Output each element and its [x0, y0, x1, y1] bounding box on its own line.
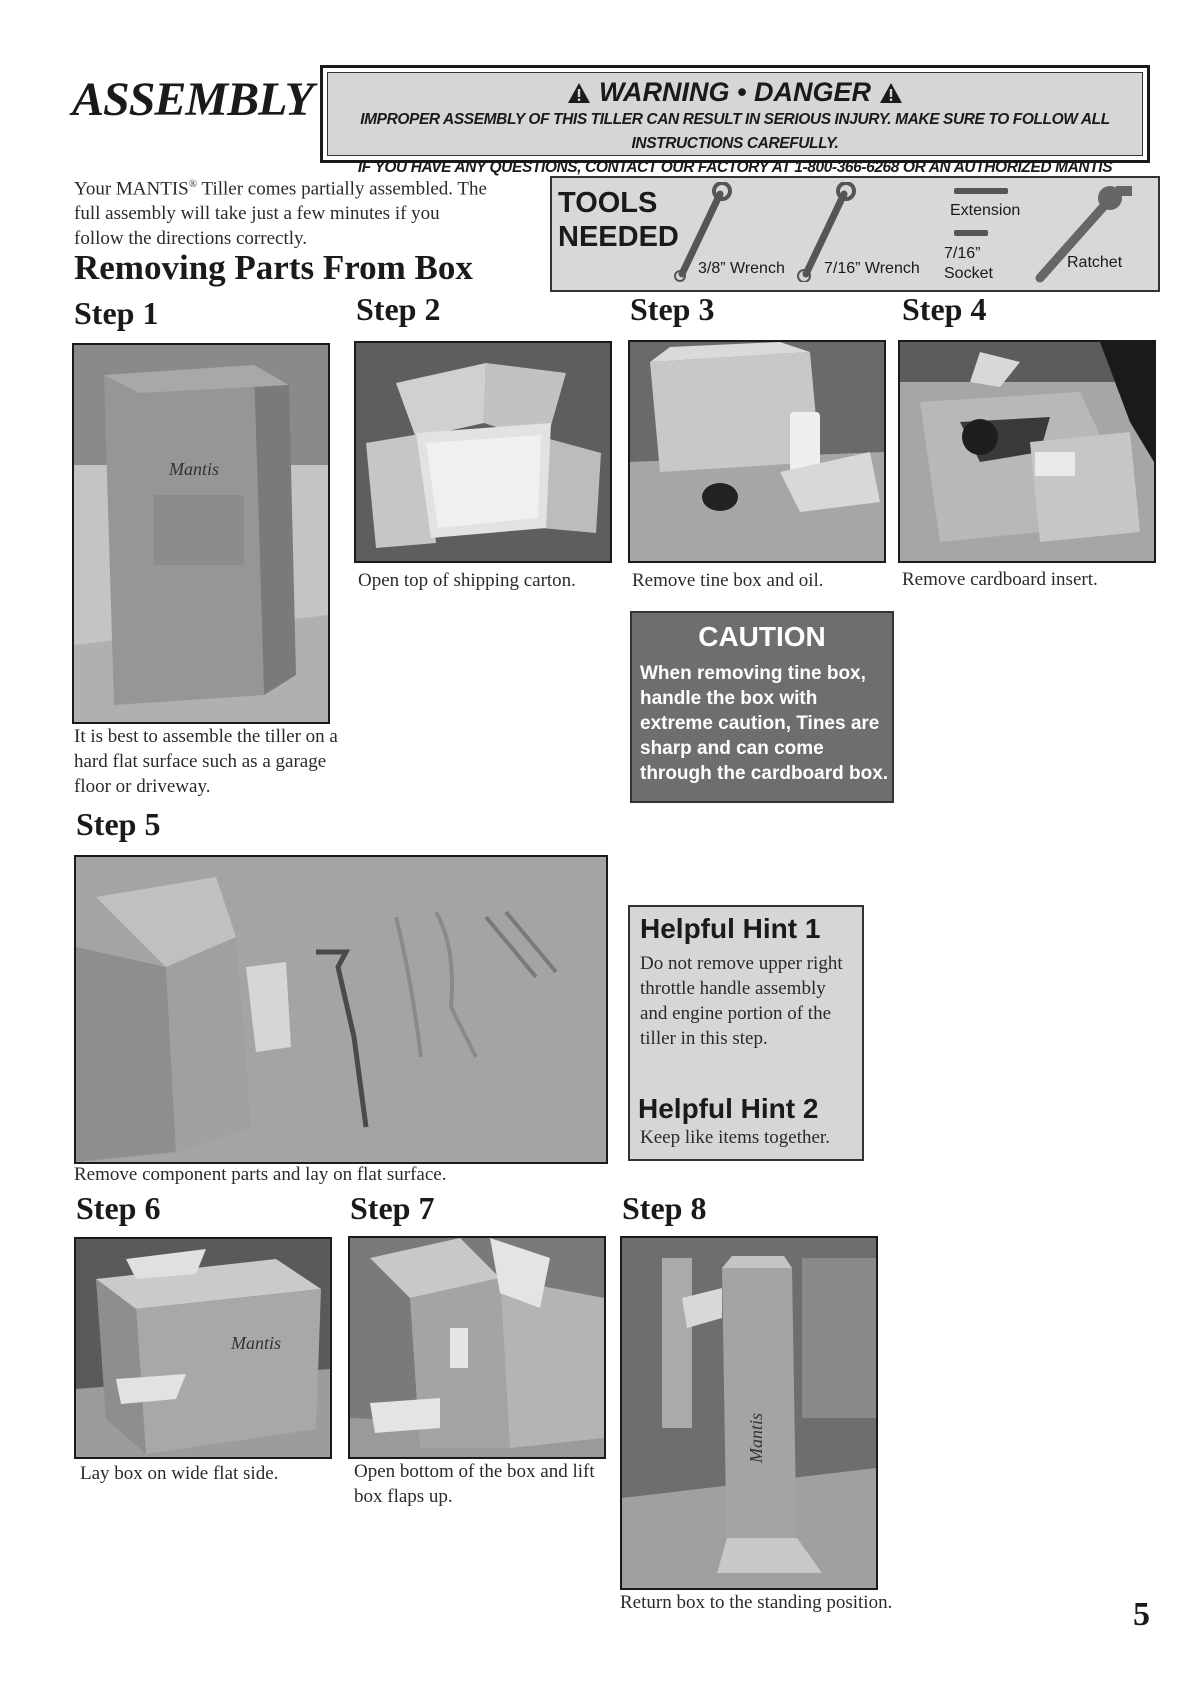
warning-line-2: IF YOU HAVE ANY QUESTIONS, CONTACT OUR FACTORY AT 1-800-366-6268 OR AN AUTHORIZED MANTIS: [357, 159, 1113, 176]
intro-text: Tiller comes partially assembled. The full assembly will take just a few minutes if you follow the directions correctly.: [74, 178, 487, 250]
warning-title: WARNING • DANGER: [599, 77, 871, 107]
step-5-photo: [74, 855, 608, 1164]
tools-title-line1: TOOLS: [558, 187, 658, 219]
step-5-label: Step 5: [76, 806, 161, 842]
page-title: ASSEMBLY: [72, 73, 313, 126]
step-4-photo: [898, 340, 1156, 563]
helpful-hints-box: [628, 905, 864, 1161]
step-4-label: Step 4: [902, 291, 987, 327]
step-6-box-brand: Mantis: [230, 1333, 282, 1353]
step-8-photo: [620, 1236, 878, 1590]
step-7-caption: Open bottom of the box and lift box flaps up.: [354, 1461, 595, 1507]
intro-paragraph: [74, 172, 494, 251]
wrench-7-16-label: 7/16” Wrench: [824, 260, 920, 277]
step-6-photo: [74, 1237, 332, 1459]
step-3-label: Step 3: [630, 291, 715, 327]
tools-title: [558, 186, 679, 254]
socket-label: [944, 244, 993, 284]
page-number: 5: [1133, 1596, 1150, 1633]
hint-2-title: Helpful Hint 2: [638, 1093, 819, 1124]
step-3-photo: [628, 340, 886, 563]
wrench-3-8-label: 3/8” Wrench: [698, 260, 785, 277]
step-8-label: Step 8: [622, 1190, 707, 1226]
step-5-caption: Remove component parts and lay on flat surface.: [74, 1164, 447, 1185]
step-8-box-brand: Mantis: [746, 1412, 766, 1464]
warning-triangle-icon: [567, 82, 591, 104]
step-8-caption: Return box to the standing position.: [620, 1592, 893, 1613]
step-3-caption: Remove tine box and oil.: [632, 570, 824, 591]
tools-title-line2: NEEDED: [558, 221, 679, 253]
step-4-caption: Remove cardboard insert.: [902, 569, 1098, 590]
socket-label-line1: 7/16”: [944, 245, 981, 262]
registered-mark: ®: [188, 178, 198, 190]
socket-label-line2: Socket: [944, 265, 993, 282]
caution-body: When removing tine box, handle the box with extreme caution, Tines are sharp and can come through the cardboard box.: [640, 663, 889, 784]
step-1-photo: [72, 343, 330, 724]
caution-box: [630, 611, 894, 803]
step-2-photo: [354, 341, 612, 563]
warning-triangle-icon: [879, 82, 903, 104]
extension-icon: [952, 186, 1012, 196]
extension-label: Extension: [950, 202, 1021, 219]
step-7-label: Step 7: [350, 1190, 435, 1226]
step-2-caption: Open top of shipping carton.: [358, 570, 576, 591]
ratchet-label: Ratchet: [1067, 254, 1123, 271]
step-2-label: Step 2: [356, 291, 441, 327]
step-1-box-brand: Mantis: [168, 459, 220, 479]
step-1-label: Step 1: [74, 295, 159, 331]
warning-banner: [320, 65, 1150, 176]
step-7-photo: [348, 1236, 606, 1459]
socket-icon: [952, 228, 992, 238]
hint-1-title: Helpful Hint 1: [640, 913, 821, 944]
warning-line-1: IMPROPER ASSEMBLY OF THIS TILLER CAN RESULT IN SERIOUS INJURY. MAKE SURE TO FOLLOW ALL INSTRUCTIONS CAREFULLY.: [360, 111, 1110, 152]
section-title: Removing Parts From Box: [74, 248, 473, 287]
intro-brand: Your MANTIS: [74, 178, 189, 200]
caution-title: CAUTION: [698, 621, 826, 652]
step-6-label: Step 6: [76, 1190, 161, 1226]
step-6-caption: Lay box on wide flat side.: [80, 1463, 279, 1484]
hint-1-body: Do not remove upper right throttle handle assembly and engine portion of the tiller in this step.: [640, 953, 843, 1049]
tools-needed-panel: [550, 176, 1160, 292]
step-1-caption: It is best to assemble the tiller on a hard flat surface such as a garage floor or driveway.: [74, 726, 338, 797]
hint-2-body: Keep like items together.: [640, 1127, 830, 1148]
